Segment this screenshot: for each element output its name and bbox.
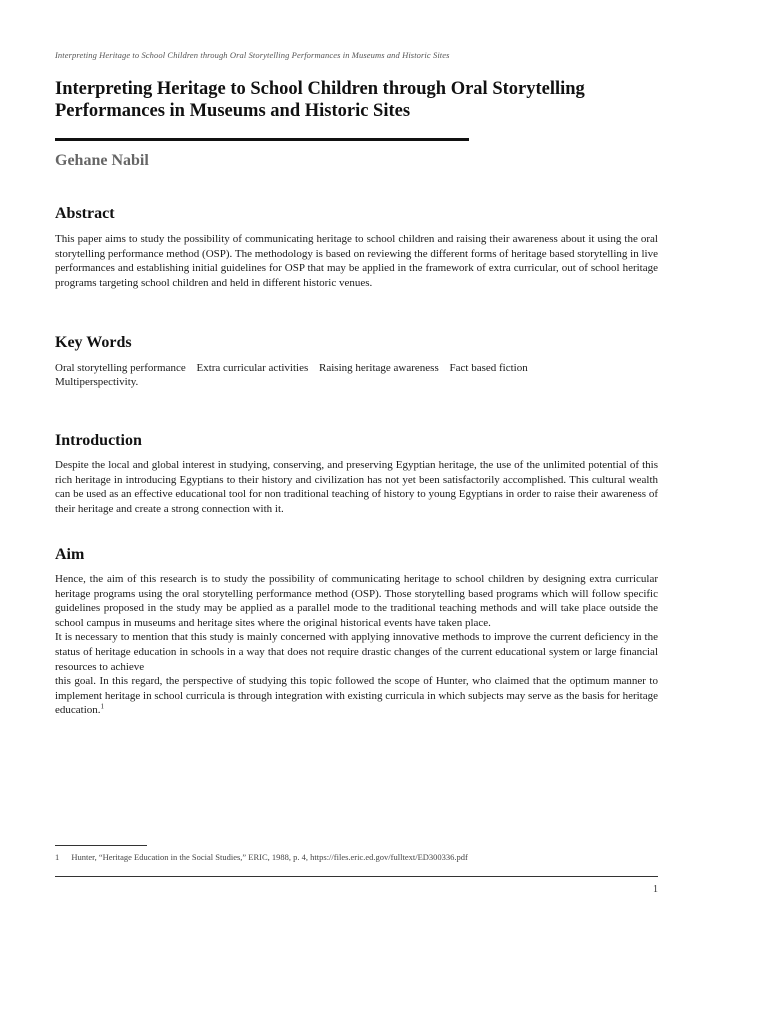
running-head: Interpreting Heritage to School Children through Oral Storytelling Performances in Museums and Historic Sites [55, 50, 450, 60]
keywords-heading: Key Words [55, 334, 132, 351]
footnote-number: 1 [55, 852, 60, 862]
keyword-item: Raising heritage awareness [319, 362, 439, 374]
introduction-text: Despite the local and global interest in studying, conserving, and preserving Egyptian heritage, the use of the unlimited potential of this rich heritage in introducing Egyptians to their history and civilization has not yet been satisfactorily accomplished. This cultural wealth can be used as an effective educational tool for non traditional teaching of history to young Egyptians in order to raise their awareness of their heritage and create a strong connection with it. [55, 459, 658, 515]
keyword-item: Oral storytelling performance [55, 362, 186, 374]
footnote [55, 852, 468, 862]
keywords-list [55, 361, 536, 376]
aim-paragraph: It is necessary to mention that this study is mainly concerned with applying innovative methods to improve the current deficiency in the status of heritage education in schools in a way that does not require drastic changes of the current educational system or large financial resources to achieve [55, 631, 658, 673]
aim-text [55, 572, 658, 718]
aim-heading: Aim [55, 546, 85, 563]
abstract-text: This paper aims to study the possibility of communicating heritage to school children and raising their awareness about it using the oral storytelling performance method (OSP). The methodology is based on reviewing the different forms of heritage based storytelling in live performances and establishing initial guidelines for OSP that may be applied in the framework of extra curricular, out of school heritage programs targeting school children and held in different historic venues. [55, 233, 658, 289]
keyword-item: Multiperspectivity. [55, 376, 139, 388]
footnote-text[interactable]: Hunter, “Heritage Education in the Social Studies,” ERIC, 1988, p. 4, https://files.eric.ed.gov/fulltext/ED300336.pdf [71, 852, 468, 862]
keywords-list-continued [55, 375, 146, 390]
aim-paragraph-last [55, 674, 658, 718]
introduction-heading: Introduction [55, 432, 142, 449]
footer-rule [55, 876, 658, 877]
title-rule [55, 138, 469, 141]
aim-paragraph: Hence, the aim of this research is to study the possibility of communicating heritage to school children by designing extra curricular heritage programs using the oral storytelling performance method (OSP). Those storytelling based programs which will follow specific guidelines proposed in the study may be applied as a parallel mode to the traditional teaching methods and will take place outside the school campus in museums and heritage sites where the original historical events have taken place. [55, 573, 658, 629]
author-name: Gehane Nabil [55, 152, 149, 169]
keyword-item: Extra curricular activities [196, 362, 309, 374]
abstract-heading: Abstract [55, 205, 115, 222]
paper-title: Interpreting Heritage to School Children through Oral Storytelling Performances in Museums and Historic Sites [55, 79, 585, 121]
keyword-item: Fact based fiction [449, 362, 528, 374]
aim-paragraph: this goal. In this regard, the perspective of studying this topic followed the scope of Hunter, who claimed that the optimum manner to implement heritage in school curricula is through integration with existing curricula in which subjects may serve as the basis for heritage education. [55, 675, 658, 717]
page-number: 1 [653, 884, 658, 895]
footnote-rule [55, 845, 147, 846]
footnote-reference[interactable]: 1 [100, 702, 105, 711]
